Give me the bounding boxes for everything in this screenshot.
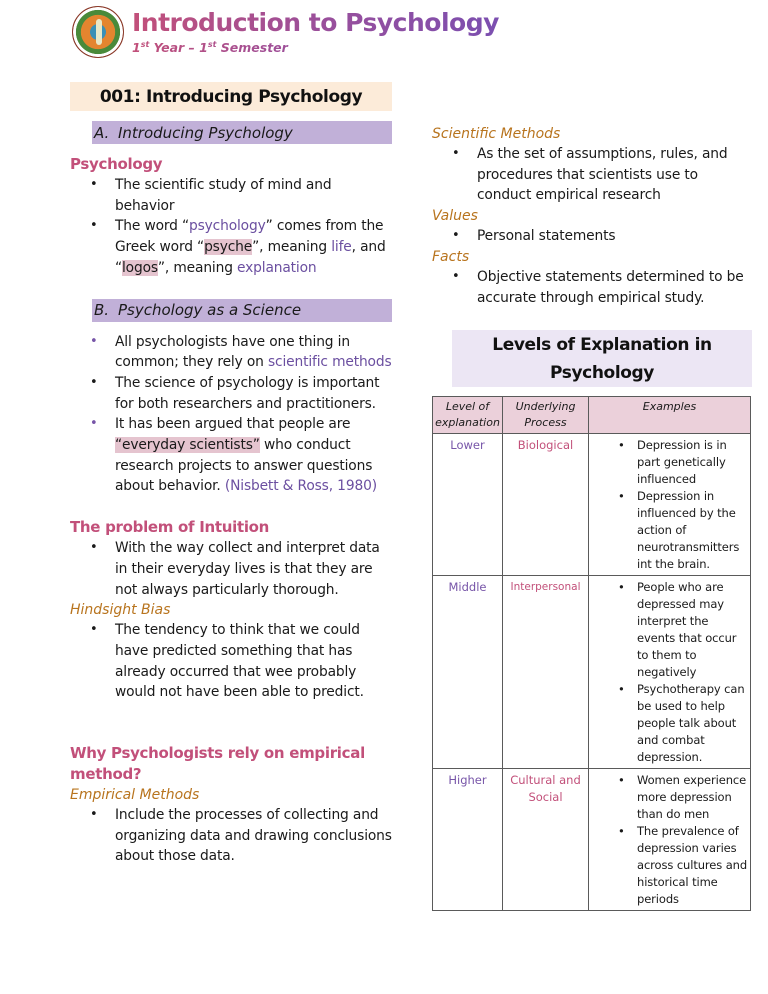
list-item: • With the way collect and interpret data in their everyday lives is that they are not always particularly thorough. [70, 538, 392, 600]
hindsight-list [70, 620, 392, 703]
list-item: • The science of psychology is important for both researchers and practitioners. [70, 373, 392, 414]
examples-cell [589, 576, 751, 769]
list-item: • Personal statements [432, 226, 752, 247]
document-subtitle: 1st Year – 1st Semester [132, 38, 499, 55]
empirical-heading: Why Psychologists rely on empirical method? [70, 744, 365, 784]
level-cell: Lower [433, 434, 503, 576]
column-header: Examples [589, 397, 751, 434]
list-item: • All psychologists have one thing in common; they rely on scientific methods [70, 332, 392, 373]
scientific-methods-list [432, 144, 752, 206]
levels-table [432, 396, 751, 911]
list-item: • Depression in influenced by the action of neurotransmitters int the brain. [591, 488, 748, 573]
facts-list [432, 267, 752, 308]
list-item: • Objective statements determined to be accurate through empirical study. [432, 267, 752, 308]
examples-cell [589, 769, 751, 911]
process-cell: Biological [503, 434, 589, 576]
list-item: • The scientific study of mind and behavior [70, 175, 392, 216]
column-header: Level of explanation [433, 397, 503, 434]
table-row [433, 434, 751, 576]
list-item: • As the set of assumptions, rules, and procedures that scientists use to conduct empirical research [432, 144, 752, 206]
levels-table-title: Levels of Explanation in Psychology [452, 330, 752, 387]
scientific-methods-heading: Scientific Methods [432, 126, 561, 142]
right-column [432, 124, 752, 911]
intuition-heading: The problem of Intuition [70, 518, 270, 537]
values-list [432, 226, 752, 247]
psychology-list [70, 175, 392, 279]
hindsight-bias-heading: Hindsight Bias [70, 602, 171, 619]
list-item: • The prevalence of depression varies across cultures and historical time periods [591, 823, 748, 908]
values-heading: Values [432, 208, 478, 225]
empirical-methods-heading: Empirical Methods [70, 787, 200, 804]
list-item: • Women experience more depression than do men [591, 772, 748, 823]
level-cell: Higher [433, 769, 503, 911]
list-item: • Psychotherapy can be used to help people talk about and combat depression. [591, 681, 748, 766]
list-item: • The word “psychology” comes from the Greek word “psyche”, meaning life, and “logos”, meaning explanation [70, 216, 392, 278]
left-column [70, 82, 392, 867]
intuition-list [70, 538, 392, 600]
table-row [433, 576, 751, 769]
table-header-row [433, 397, 751, 434]
list-item: • The tendency to think that we could have predicted something that has already occurred that wee probably would not have been able to predict. [70, 620, 392, 703]
section-b-heading: B. Psychology as a Science [92, 299, 392, 322]
column-header: Underlying Process [503, 397, 589, 434]
chapter-title: 001: Introducing Psychology [70, 82, 392, 111]
section-a-heading: A. Introducing Psychology [92, 121, 392, 144]
list-item: • Include the processes of collecting and organizing data and drawing conclusions about those data. [70, 805, 392, 867]
list-item: • People who are depressed may interpret the events that occur to them to negatively [591, 579, 748, 681]
list-item: • It has been argued that people are “everyday scientists” who conduct research projects to answer questions about behavior. (Nisbett & Ross, 1980) [70, 414, 392, 497]
examples-cell [589, 434, 751, 576]
process-cell: Interpersonal [503, 576, 589, 769]
empirical-list [70, 805, 392, 867]
university-seal-logo [72, 6, 124, 58]
document-title: Introduction to Psychology [132, 8, 499, 37]
table-row [433, 769, 751, 911]
level-cell: Middle [433, 576, 503, 769]
psychology-heading: Psychology [70, 155, 163, 173]
facts-heading: Facts [432, 248, 470, 265]
list-item: • Depression is in part genetically influenced [591, 437, 748, 488]
document-header [72, 6, 499, 62]
process-cell: Cultural and Social [503, 769, 589, 911]
science-list [70, 332, 392, 498]
